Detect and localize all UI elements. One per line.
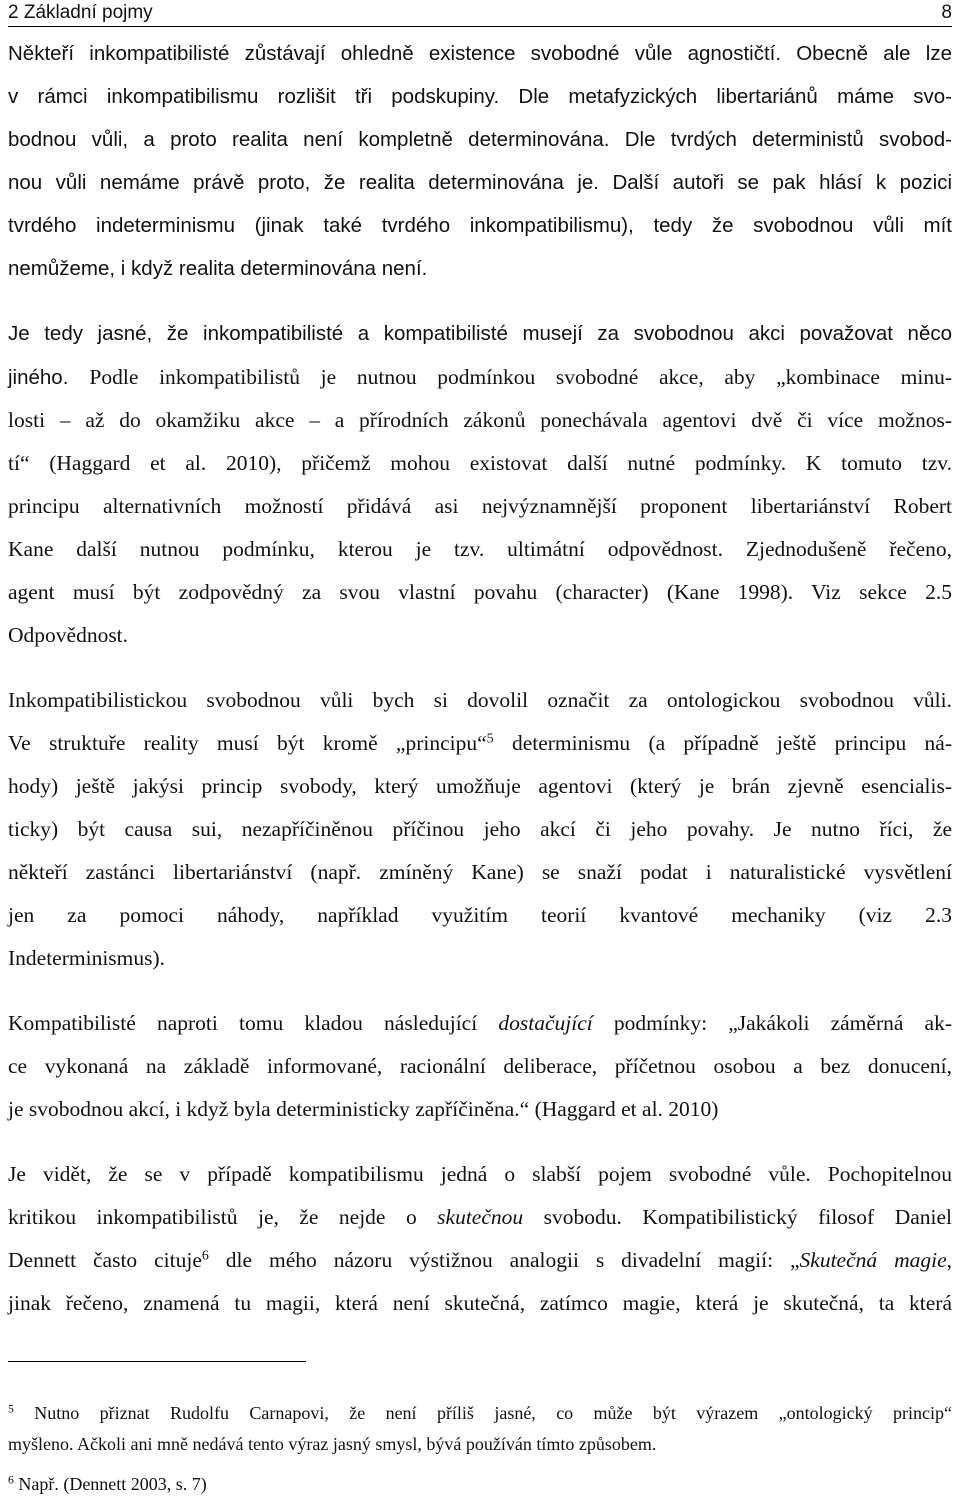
text-line: jen za pomoci náhody, například využitím teorií kvantové mechaniky (viz 2.3 [8, 903, 952, 927]
footnote-separator [8, 1361, 306, 1362]
text-run: jiného. [8, 366, 69, 389]
text-run: kritikou inkompatibilistů je, že nejde o [8, 1205, 438, 1229]
text-run: podmínky: „Jakákoli záměrná ak- [592, 1011, 953, 1035]
text-line [8, 169, 952, 197]
text-line: Je tedy jasné, že inkompatibilisté a kompatibilisté musejí za svobodnou akci považovat něco [8, 322, 952, 345]
text-line: Kane další nutnou podmínku, kterou je tzv. ultimátní odpovědnost. Zjednodušeně řečeno, [8, 537, 952, 561]
emphasis: Skutečná magie [799, 1248, 947, 1272]
text-run: Ve struktuře reality musí být kromě „principu“ [8, 731, 487, 755]
text-run: Další autoři se pak hlásí k pozici [612, 171, 952, 194]
running-header [8, 0, 952, 27]
text-line: jinak řečeno, znamená tu magii, která není skutečná, zatímco magie, která je skutečná, ta která [8, 1291, 952, 1315]
emphasis: skutečnou [437, 1205, 524, 1229]
text-line: tvrdého indeterminismu (jinak také tvrdého inkompatibilismu), tedy že svobodnou vůli mít [8, 214, 952, 237]
text-line: někteří zastánci libertariánství (např. zmíněný Kane) se snaží podat i naturalistické vysvětlení [8, 860, 952, 884]
text-line: Někteří inkompatibilisté zůstávají ohledně existence svobodné vůle agnostičtí. Obecně ale lze [8, 42, 952, 65]
text-line: Inkompatibilistickou svobodnou vůli bych si dovolil označit za ontologickou svobodnou vůli. [8, 688, 952, 712]
text-line: Indeterminismus). [8, 946, 166, 970]
text-line [8, 1246, 952, 1274]
footnote-5-continued: myšleno. Ačkoli ani mně nedává tento výraz jasný smysl, bývá používán tímto způsobem. [8, 1434, 657, 1454]
text-line: Je vidět, že se v případě kompatibilismu jedná o slabší pojem svobodné vůle. Pochopitelnou [8, 1162, 952, 1186]
text-run: svobodu. Kompatibilistický filosof Daniel [523, 1205, 952, 1229]
text-run: dle mého názoru výstižnou analogii s divadelní magií: „ [208, 1248, 800, 1272]
footnote-ref-6[interactable]: 6 [201, 1248, 209, 1264]
emphasis: dostačující [498, 1011, 593, 1035]
page-number: 8 [941, 2, 952, 23]
text-line: bodnou vůli, a proto realita není kompletně determinována. Dle tvrdých deterministů svobod- [8, 128, 952, 151]
text-line: nemůžeme, i když realita determinována není. [8, 257, 428, 280]
text-run: nou vůli nemáme právě proto, že realita determinována je. [8, 171, 599, 194]
text-line: ce vykonaná na základě informované, racionální deliberace, příčetnou osobou a bez donucení, [8, 1054, 952, 1078]
text-run: , [946, 1248, 952, 1272]
text-line: je svobodnou akcí, i když byla deterministicky zapříčiněna.“ (Haggard et al. 2010) [8, 1097, 719, 1121]
text-line [8, 1009, 952, 1037]
footnote-text: Nutno přiznat Rudolfu Carnapovi, že není příliš jasné, co může být výrazem „ontologický princip“ [13, 1403, 952, 1423]
text-run: Kompatibilisté naproti tomu kladou následující [8, 1011, 499, 1035]
text-line: v rámci inkompatibilismu rozlišit tři podskupiny. Dle metafyzických libertariánů máme svo- [8, 85, 952, 108]
text-run: determinismu (a případně ještě principu ná- [493, 731, 952, 755]
text-line [8, 729, 952, 757]
text-run: Dennett často cituje [8, 1248, 202, 1272]
text-line: hody) ještě jakýsi princip svobody, který umožňuje agentovi (který je brán zjevně esencialis- [8, 774, 952, 798]
text-line [8, 363, 952, 392]
footnote-number: 5 [8, 1402, 14, 1416]
text-line: losti – až do okamžiku akce – a přírodních zákonů ponechávala agentovi dvě či více možnos- [8, 408, 952, 432]
text-line: ticky) být causa sui, nezapříčiněnou příčinou jeho akcí či jeho povahy. Je nutno říci, že [8, 817, 952, 841]
footnote-number: 6 [8, 1473, 14, 1487]
text-run: Podle inkompatibilistů je nutnou podmínkou svobodné akce, aby „kombinace minu- [89, 365, 952, 389]
text-line [8, 1203, 952, 1231]
footnote-text: Např. (Dennett 2003, s. 7) [13, 1474, 207, 1494]
text-line: Odpovědnost. [8, 623, 129, 647]
chapter-title: 2 Základní pojmy [8, 2, 153, 23]
text-line: tí“ (Haggard et al. 2010), přičemž mohou existovat další nutné podmínky. K tomuto tzv. [8, 451, 952, 475]
text-line: principu alternativních možností přidává asi nejvýznamnější proponent libertariánství Robert [8, 494, 952, 518]
text-line: agent musí být zodpovědný za svou vlastní povahu (character) (Kane 1998). Viz sekce 2.5 [8, 580, 952, 604]
footnote-6 [8, 1472, 952, 1496]
footnote-ref-5[interactable]: 5 [486, 731, 494, 747]
footnote-5 [8, 1401, 952, 1425]
